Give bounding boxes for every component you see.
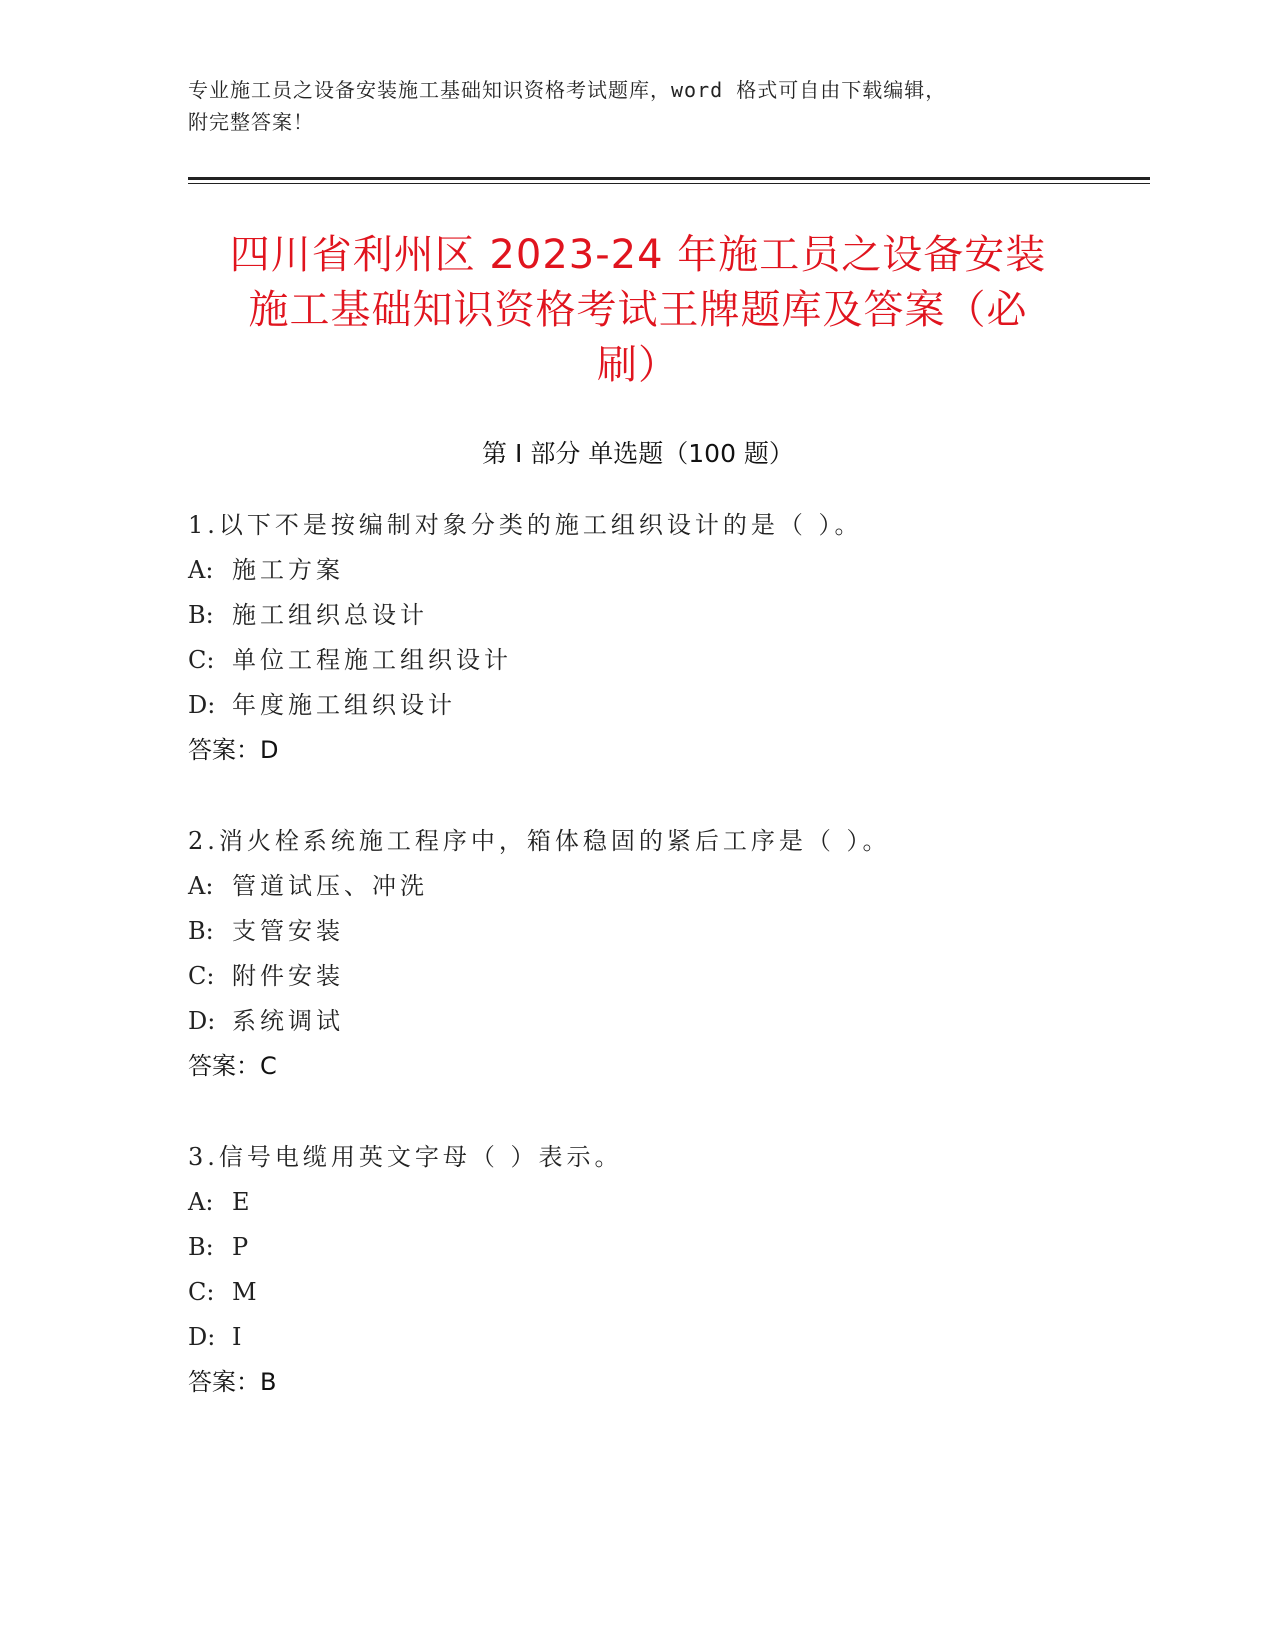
question-stem: 1.以下不是按编制对象分类的施工组织设计的是（ ）。 xyxy=(188,511,863,539)
question-option xyxy=(188,638,1088,683)
question-option xyxy=(188,909,1088,954)
question-stem: 3.信号电缆用英文字母（ ）表示。 xyxy=(188,1143,623,1171)
title-line: 刷） xyxy=(597,342,679,388)
option-text: 附件安装 xyxy=(232,962,344,990)
option-key: D: xyxy=(188,1007,216,1035)
question-option xyxy=(188,1315,1088,1360)
option-text: 系统调试 xyxy=(232,1007,344,1035)
option-key: B: xyxy=(188,1233,214,1261)
option-text: 施工方案 xyxy=(232,556,344,584)
header-note-line: 附完整答案！ xyxy=(188,110,314,134)
header-divider-thin xyxy=(188,183,1150,184)
question-block xyxy=(188,819,1088,1089)
option-text: 施工组织总设计 xyxy=(232,601,428,629)
option-text: M xyxy=(232,1278,261,1306)
question-option xyxy=(188,864,1088,909)
question-answer: 答案：D xyxy=(188,736,279,764)
option-key: B: xyxy=(188,601,214,629)
option-key: C: xyxy=(188,1278,215,1306)
question-option xyxy=(188,1225,1088,1270)
option-key: B: xyxy=(188,917,214,945)
option-text: 年度施工组织设计 xyxy=(232,691,456,719)
option-key: A: xyxy=(188,556,214,584)
question-answer: 答案：B xyxy=(188,1368,277,1396)
option-text: P xyxy=(232,1233,253,1261)
title-line: 施工基础知识资格考试王牌题库及答案（必 xyxy=(248,287,1028,333)
section-heading: 第 I 部分 单选题（100 题） xyxy=(482,439,794,468)
question-stem: 2.消火栓系统施工程序中，箱体稳固的紧后工序是（ ）。 xyxy=(188,827,891,855)
option-text: 管道试压、冲洗 xyxy=(232,872,428,900)
question-option xyxy=(188,548,1088,593)
question-option xyxy=(188,954,1088,999)
question-option xyxy=(188,999,1088,1044)
option-key: D: xyxy=(188,691,216,719)
question-option xyxy=(188,593,1088,638)
option-key: D: xyxy=(188,1323,216,1351)
question-option xyxy=(188,683,1088,728)
question-option xyxy=(188,1180,1088,1225)
header-note xyxy=(188,74,1068,138)
question-block xyxy=(188,503,1088,773)
question-block xyxy=(188,1135,1088,1405)
option-key: A: xyxy=(188,1188,214,1216)
header-note-line: 专业施工员之设备安装施工基础知识资格考试题库，word 格式可自由下载编辑， xyxy=(188,78,947,102)
option-text: 单位工程施工组织设计 xyxy=(232,646,512,674)
option-key: C: xyxy=(188,962,215,990)
option-text: I xyxy=(232,1323,246,1351)
option-key: A: xyxy=(188,872,214,900)
header-divider xyxy=(188,177,1150,180)
question-answer: 答案：C xyxy=(188,1052,277,1080)
option-text: E xyxy=(232,1188,254,1216)
question-option xyxy=(188,1270,1088,1315)
document-title xyxy=(188,228,1088,393)
option-text: 支管安装 xyxy=(232,917,344,945)
option-key: C: xyxy=(188,646,215,674)
title-line: 四川省利州区 2023-24 年施工员之设备安装 xyxy=(229,232,1047,278)
